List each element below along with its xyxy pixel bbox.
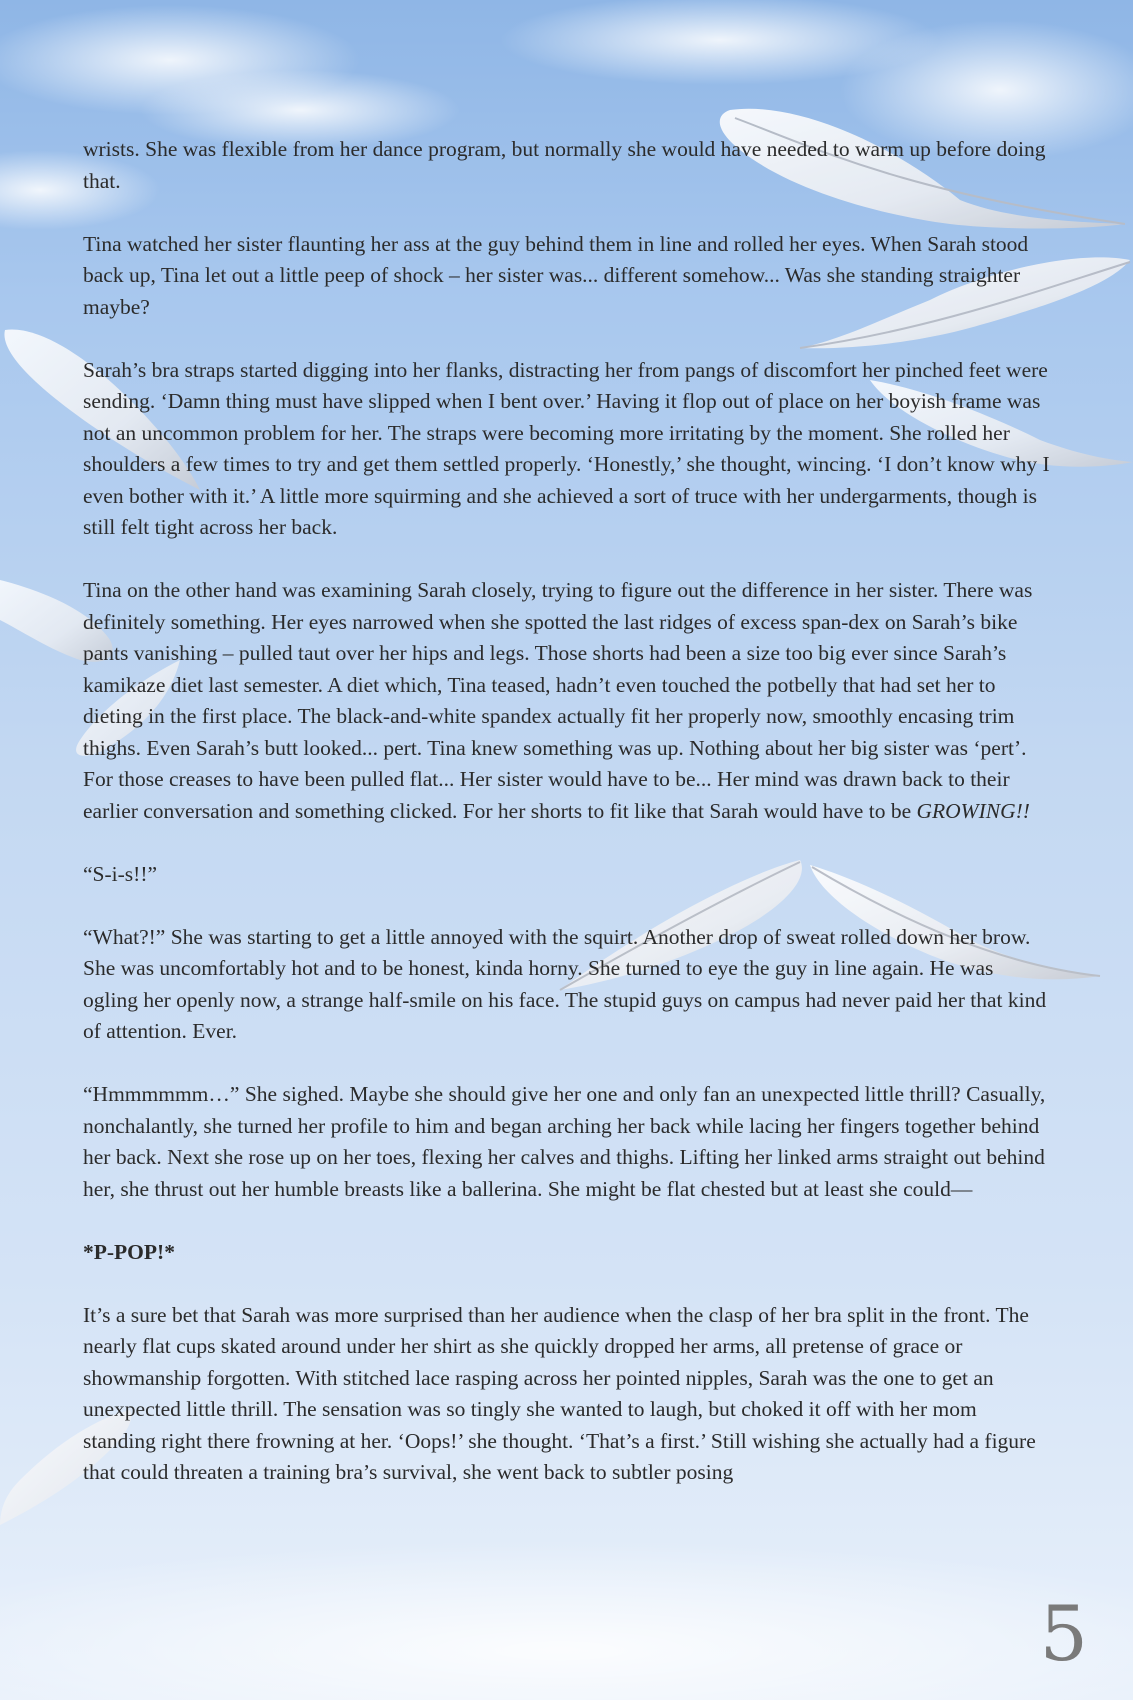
paragraph: wrists. She was flexible from her dance program, but normally she would have needed to warm up before doing that. [83, 137, 1046, 193]
paragraph-with-emphasis [83, 575, 1053, 827]
paragraph: “S-i-s!!” [83, 861, 158, 886]
story-text [83, 134, 1053, 1489]
paragraph: Tina watched her sister flaunting her ass at the guy behind them in line and rolled her eyes. When Sarah stood back up, Tina let out a little peep of shock – her sister was... different somehow... Was she standing straighter maybe? [83, 231, 1029, 319]
sound-effect: *P-POP!* [83, 1239, 175, 1264]
paragraph: “Hmmmmmm…” She sighed. Maybe she should give her one and only fan an unexpected little thrill? Casually, nonchalantly, she turned her profile to him and began arching her back while lacing her fingers together behind her back. Next she rose up on her toes, flexing her calves and thighs. Lifting her linked arms straight out behind her, she thrust out her humble breasts like a ballerina. She might be flat chested but at least she could— [83, 1082, 1046, 1201]
paragraph: “What?!” She was starting to get a little annoyed with the squirt. Another drop of sweat rolled down her brow. She was uncomfortably hot and to be honest, kinda horny. She turned to eye the guy in line again. He was ogling her openly now, a strange half-smile on his face. The stupid guys on campus had never paid her that kind of attention. Ever. [83, 924, 1047, 1043]
page-number: 5 [1039, 1589, 1088, 1678]
emphasis-growing: GROWING!! [916, 798, 1030, 823]
paragraph: It’s a sure bet that Sarah was more surprised than her audience when the clasp of her bra split in the front. The nearly flat cups skated around under her shirt as she quickly dropped her arms, all pretense of grace or showmanship forgotten. With stitched lace rasping across her pointed nipples, Sarah was the one to get an unexpected little thrill. The sensation was so tingly she wanted to laugh, but choked it off with her mom standing right there frowning at her. ‘Oops!’ she thought. ‘That’s a first.’ Still wishing she actually had a figure that could threaten a training bra’s survival, she went back to subtler posing [83, 1302, 1036, 1484]
paragraph: Sarah’s bra straps started digging into her flanks, distracting her from pangs of discomfort her pinched feet were sending. ‘Damn thing must have slipped when I bent over.’ Having it flop out of place on her boyish frame was not an uncommon problem for her. The straps were becoming more irritating by the moment. She rolled her shoulders a few times to try and get them settled properly. ‘Honestly,’ she thought, wincing. ‘I don’t know why I even bother with it.’ A little more squirming and she achieved a sort of truce with her undergarments, though is still felt tight across her back. [83, 357, 1050, 539]
cloud [0, 1540, 1133, 1700]
paragraph-text: Tina on the other hand was examining Sarah closely, trying to figure out the difference in her sister. There was definitely something. Her eyes narrowed when she spotted the last ridges of excess span-dex on Sarah’s bike pants vanishing – pulled taut over her hips and legs. Those shorts had been a size too big ever since Sarah’s kamikaze diet last semester. A diet which, Tina teased, hadn’t even touched the potbelly that had set her to dieting in the first place. The black-and-white spandex actually fit her properly now, smoothly encasing trim thighs. Even Sarah’s butt looked... pert. Tina knew something was up. Nothing about her big sister was ‘pert’. For those creases to have been pulled flat... Her sister would have to be... Her mind was drawn back to their earlier conversation and something clicked. For her shorts to fit like that Sarah would have to be [83, 578, 1033, 823]
